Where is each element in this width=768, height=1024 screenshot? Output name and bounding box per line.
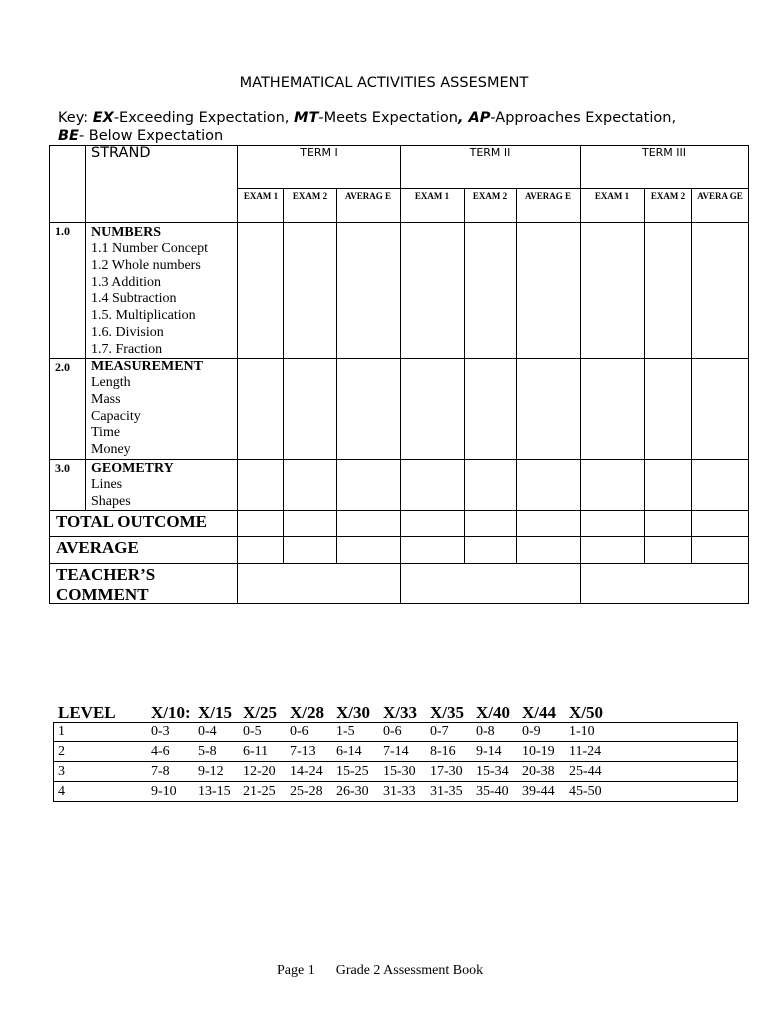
level-range-cell: 5-8: [198, 744, 217, 759]
level-range-cell: 0-7: [430, 724, 449, 739]
level-range-cell: 0-3: [151, 724, 170, 739]
strand-item: 1.3 Addition: [91, 274, 162, 290]
strand-item: Shapes: [91, 493, 131, 509]
level-range-cell: 20-38: [522, 764, 555, 779]
strand-title: NUMBERS: [91, 225, 162, 240]
level-range-cell: 0-8: [476, 724, 495, 739]
strand-item: 1.5. Multiplication: [91, 308, 196, 324]
level-range-cell: 0-4: [198, 724, 217, 739]
level-range-cell: 35-40: [476, 784, 509, 799]
key-text-be: - Below Expectation: [78, 128, 224, 144]
strand-item: 1.1 Number Concept: [91, 241, 209, 256]
level-range-cell: 12-20: [243, 764, 276, 779]
term-3-header: TERM III: [641, 146, 687, 159]
teachers-comment-label: TEACHER’S COMMENT: [56, 565, 156, 604]
level-range-cell: 10-19: [522, 744, 555, 759]
key-text-ap: -Approaches Expectation,: [490, 110, 677, 126]
level-range-cell: 25-44: [569, 764, 602, 779]
level-range-cell: 13-15: [198, 784, 231, 799]
level-range-cell: 7-13: [290, 744, 316, 759]
levels-header-cell: X/40: [476, 703, 510, 722]
page-footer: [277, 963, 483, 979]
strand-item: Length: [91, 375, 131, 390]
strand-item: Capacity: [91, 408, 141, 424]
strand-item: Lines: [91, 477, 123, 492]
key-legend: [58, 109, 738, 145]
level-range-cell: 31-33: [383, 784, 416, 799]
strand-item: 1.4 Subtraction: [91, 291, 177, 307]
level-range-cell: 31-35: [430, 784, 463, 799]
level-range-cell: 0-6: [290, 724, 309, 739]
levels-header-cell: X/33: [383, 703, 417, 722]
level-range-cell: 26-30: [336, 784, 369, 799]
strand-item: 1.7. Fraction: [91, 341, 163, 357]
level-range-cell: 6-11: [243, 744, 269, 759]
level-range-cell: 9-14: [476, 744, 502, 759]
levels-header-level: LEVEL: [58, 703, 116, 722]
strand-item: Time: [91, 425, 121, 441]
key-prefix: Key:: [58, 110, 93, 126]
key-code-be: BE: [58, 128, 79, 144]
level-number: 2: [58, 744, 65, 759]
level-range-cell: 39-44: [522, 784, 555, 799]
strand-title: MEASUREMENT: [91, 359, 204, 374]
levels-header-cell: X/10:: [151, 703, 191, 722]
strand-number: 2.0: [55, 360, 70, 374]
level-range-cell: 15-34: [476, 764, 509, 779]
level-range-cell: 1-10: [569, 724, 595, 739]
strand-block-numbers: [91, 224, 208, 359]
key-code-ap: , AP: [457, 110, 491, 126]
level-range-cell: 11-24: [569, 744, 602, 759]
term-3-exam-1: EXAM 1: [594, 191, 630, 201]
level-range-cell: 7-14: [383, 744, 409, 759]
levels-header-cell: X/35: [430, 703, 464, 722]
key-text-ex: -Exceeding Expectation,: [113, 110, 295, 126]
term-3-average: AVERA GE: [697, 191, 743, 201]
level-range-cell: 14-24: [290, 764, 323, 779]
level-range-cell: 15-25: [336, 764, 369, 779]
term-2-exam-2: EXAM 2: [472, 191, 508, 201]
term-2-average: AVERAG E: [524, 191, 572, 201]
levels-header-cell: X/30: [336, 703, 370, 722]
term-1-exam-2: EXAM 2: [292, 191, 328, 201]
level-range-cell: 9-10: [151, 784, 177, 799]
level-range-cell: 21-25: [243, 784, 276, 799]
level-number: 4: [58, 784, 65, 799]
level-range-cell: 17-30: [430, 764, 463, 779]
level-range-cell: 6-14: [336, 744, 362, 759]
levels-header-cell: X/50: [569, 703, 603, 722]
levels-header-cell: X/25: [243, 703, 277, 722]
term-3-exam-2: EXAM 2: [650, 191, 686, 201]
levels-header-cell: X/44: [522, 703, 556, 722]
key-code-mt: MT: [294, 110, 319, 126]
level-range-cell: 0-9: [522, 724, 541, 739]
strand-item: 1.2 Whole numbers: [91, 257, 201, 273]
term-1-average: AVERAG E: [344, 191, 392, 201]
average-label: AVERAGE: [56, 538, 139, 557]
strand-item: 1.6. Division: [91, 324, 164, 340]
strand-number: 1.0: [55, 224, 70, 238]
strand-item: Money: [91, 442, 131, 458]
strand-block-measurement: [91, 358, 203, 459]
strand-item: Mass: [91, 391, 121, 407]
total-outcome-label: TOTAL OUTCOME: [56, 512, 207, 531]
strand-header: STRAND: [91, 145, 151, 161]
level-range-cell: 25-28: [290, 784, 323, 799]
page-title: MATHEMATICAL ACTIVITIES ASSESMENT: [239, 75, 529, 91]
level-range-cell: 4-6: [151, 744, 170, 759]
level-range-cell: 0-6: [383, 724, 402, 739]
levels-header-cell: X/28: [290, 703, 324, 722]
level-range-cell: 0-5: [243, 724, 262, 739]
level-range-cell: 1-5: [336, 724, 355, 739]
levels-header-cell: X/15: [198, 703, 232, 722]
strand-number: 3.0: [55, 461, 70, 475]
level-number: 3: [58, 764, 65, 779]
term-1-exam-1: EXAM 1: [243, 191, 279, 201]
term-2-header: TERM II: [469, 146, 511, 159]
book-title: Grade 2 Assessment Book: [335, 963, 484, 978]
level-range-cell: 7-8: [151, 764, 170, 779]
key-code-ex: EX: [92, 110, 114, 126]
strand-block-geometry: [91, 460, 174, 511]
level-range-cell: 45-50: [569, 784, 602, 799]
key-text-mt: -Meets Expectation: [318, 110, 458, 126]
strand-title: GEOMETRY: [91, 461, 174, 476]
level-range-cell: 9-12: [198, 764, 224, 779]
page-number: Page 1: [277, 963, 315, 978]
level-number: 1: [58, 724, 65, 739]
term-2-exam-1: EXAM 1: [414, 191, 450, 201]
level-range-cell: 15-30: [383, 764, 416, 779]
level-range-cell: 8-16: [430, 744, 456, 759]
term-1-header: TERM I: [300, 146, 338, 159]
